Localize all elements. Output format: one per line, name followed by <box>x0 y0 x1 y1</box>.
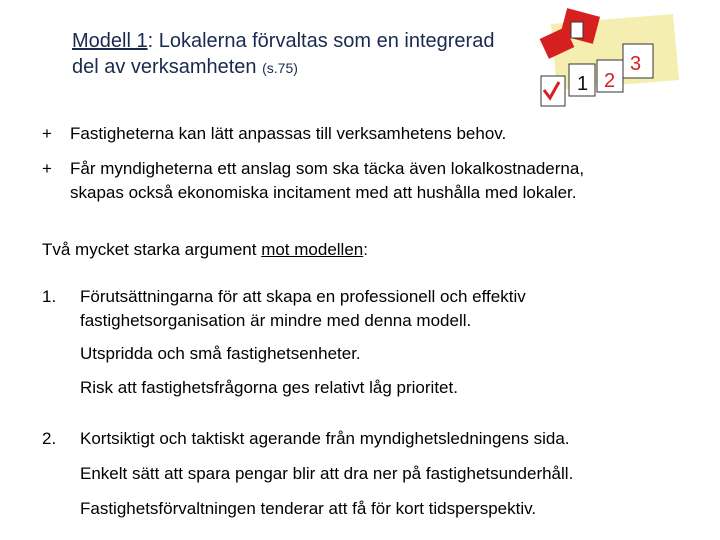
numbered-marker: 2. <box>42 429 57 448</box>
calendar-number-2: 2 <box>604 70 616 92</box>
calendar-checklist-icon <box>533 4 683 112</box>
sub-point: Fastighetsförvaltningen tenderar att få för kort tidsperspektiv. <box>80 499 537 518</box>
bullet-text: Får myndigheterna ett anslag som ska täcka även lokalkostnaderna, <box>70 159 585 178</box>
calendar-number-1: 1 <box>577 73 589 95</box>
sub-point: Enkelt sätt att spara pengar blir att dra ner på fastighetsunderhåll. <box>80 464 574 483</box>
sub-point: Risk att fastighetsfrågorna ges relativt låg prioritet. <box>80 378 458 397</box>
argument-text: Två mycket starka argument <box>42 240 262 259</box>
numbered-marker: 1. <box>42 287 57 306</box>
title-page-ref: (s.75) <box>262 60 298 76</box>
bullet-text: Fastigheterna kan lätt anpassas till verksamhetens behov. <box>70 124 507 143</box>
slide-title <box>72 28 512 81</box>
numbered-text: Kortsiktigt och taktiskt agerande från myndighetsledningens sida. <box>80 429 570 448</box>
numbered-text: Förutsättningarna för att skapa en professionell och effektiv <box>80 287 526 306</box>
title-text: : Lokalerna förvaltas som en integrerad del av verksamheten <box>72 30 495 78</box>
bullet-text: skapas också ekonomiska incitament med att hushålla med lokaler. <box>70 183 577 202</box>
sub-point: Utspridda och små fastighetsenheter. <box>80 344 361 363</box>
calendar-number-3: 3 <box>630 53 642 75</box>
title-model-label: Modell 1 <box>72 30 148 52</box>
argument-heading <box>42 238 368 262</box>
bullet-marker: + <box>42 124 52 143</box>
argument-text: : <box>363 240 368 259</box>
bullet-marker: + <box>42 159 52 178</box>
argument-text: mot modellen <box>261 240 364 259</box>
numbered-text: fastighetsorganisation är mindre med denna modell. <box>80 311 472 330</box>
